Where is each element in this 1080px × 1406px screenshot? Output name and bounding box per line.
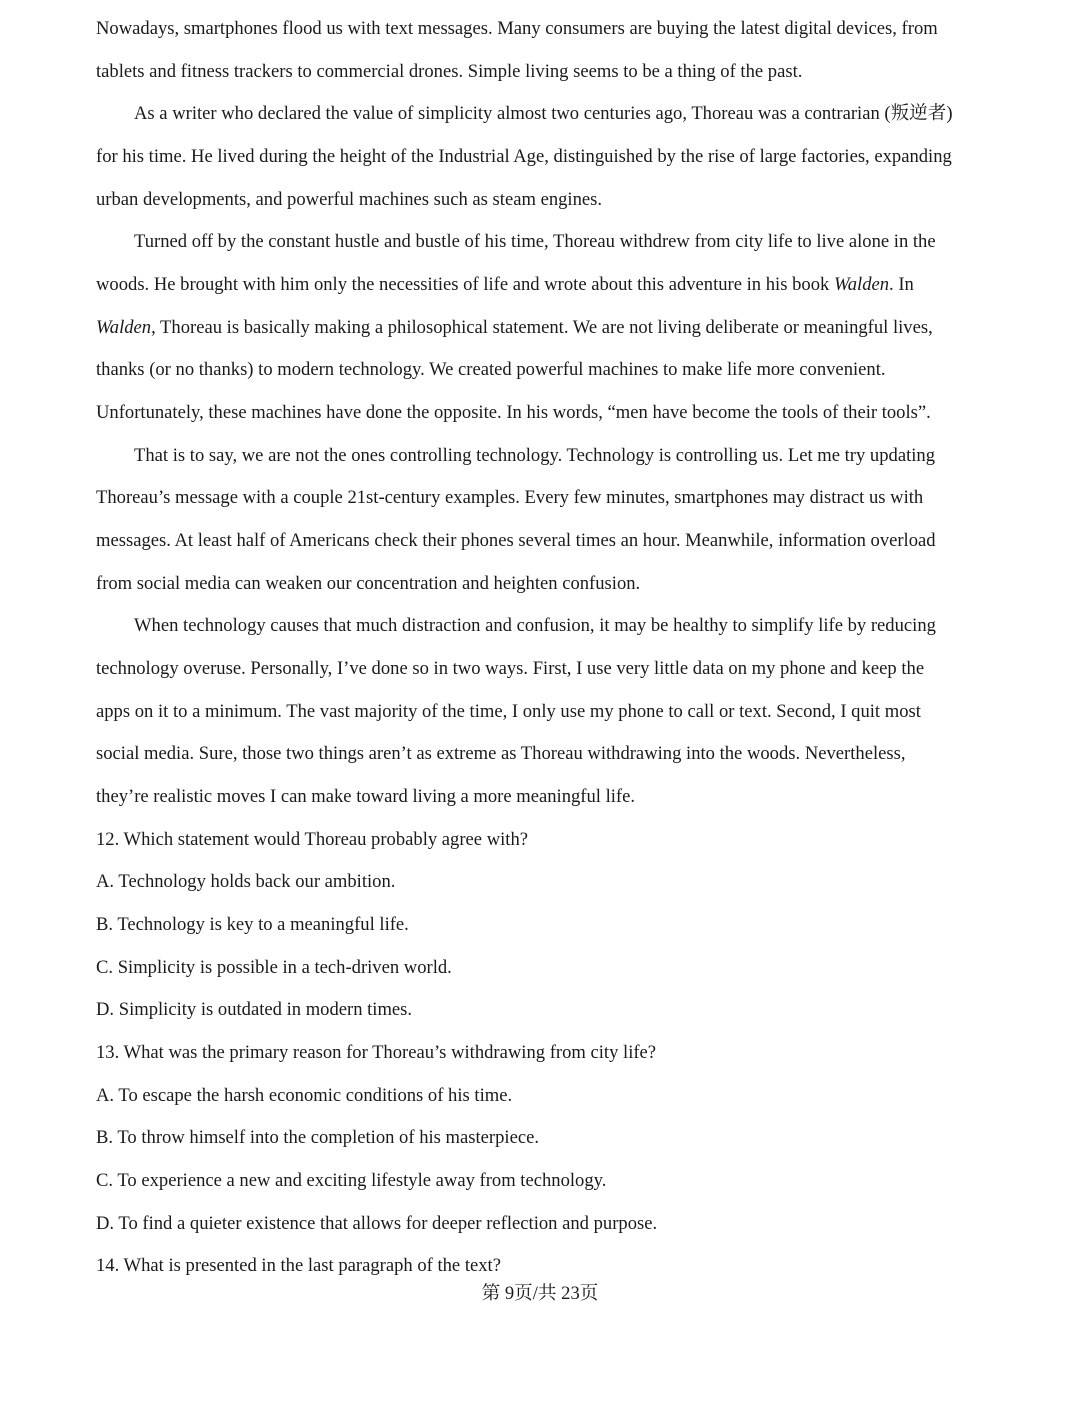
question-13-option-d: D. To find a quieter existence that allows for deeper reflection and purpose.: [96, 1213, 658, 1234]
passage-p5-line1: When technology causes that much distraction and confusion, it may be healthy to simplify life by reducing: [134, 615, 936, 636]
passage-p4-line3: messages. At least half of Americans check their phones several times an hour. Meanwhile, information overload: [96, 530, 936, 551]
passage-p2-line3: urban developments, and powerful machines such as steam engines.: [96, 189, 603, 210]
question-14-stem: 14. What is presented in the last paragraph of the text?: [96, 1255, 501, 1276]
page-number-footer: 第 9页/共 23页: [481, 1283, 599, 1304]
passage-p2-line1: As a writer who declared the value of simplicity almost two centuries ago, Thoreau was a contrarian (叛逆者): [134, 103, 953, 124]
passage-p2-line2: for his time. He lived during the height of the Industrial Age, distinguished by the rise of large factories, expanding: [96, 146, 952, 167]
question-12-option-c: C. Simplicity is possible in a tech-driven world.: [96, 957, 452, 978]
question-13-option-c: C. To experience a new and exciting lifestyle away from technology.: [96, 1170, 607, 1191]
book-title-walden: Walden: [96, 317, 152, 338]
passage-p4-line4: from social media can weaken our concentration and heighten confusion.: [96, 573, 641, 594]
passage-p3-line2: [96, 274, 914, 296]
question-13-option-a: A. To escape the harsh economic conditions of his time.: [96, 1085, 513, 1106]
question-12-option-b: B. Technology is key to a meaningful life.: [96, 914, 409, 935]
passage-p3-line5: Unfortunately, these machines have done the opposite. In his words, “men have become the tools of their tools”.: [96, 402, 931, 423]
passage-p5-line4: social media. Sure, those two things aren’t as extreme as Thoreau withdrawing into the woods. Nevertheless,: [96, 743, 906, 764]
passage-p3-line2-tail: . In: [889, 274, 914, 295]
passage-p3-line3-text: , Thoreau is basically making a philosophical statement. We are not living deliberate or meaningful lives,: [151, 317, 933, 338]
passage-p4-line1: That is to say, we are not the ones controlling technology. Technology is controlling us. Let me try updating: [134, 445, 935, 466]
passage-p5-line3: apps on it to a minimum. The vast majority of the time, I only use my phone to call or text. Second, I quit most: [96, 701, 921, 722]
passage-p5-line2: technology overuse. Personally, I’ve done so in two ways. First, I use very little data on my phone and keep the: [96, 658, 925, 679]
passage-p1-line1: Nowadays, smartphones flood us with text messages. Many consumers are buying the latest digital devices, from: [96, 18, 938, 39]
passage-p5-line5: they’re realistic moves I can make toward living a more meaningful life.: [96, 786, 636, 807]
question-12-option-a: A. Technology holds back our ambition.: [96, 871, 396, 892]
question-13-stem: 13. What was the primary reason for Thoreau’s withdrawing from city life?: [96, 1042, 657, 1063]
passage-p1-line2: tablets and fitness trackers to commercial drones. Simple living seems to be a thing of the past.: [96, 61, 803, 82]
passage-p3-line2-text: woods. He brought with him only the necessities of life and wrote about this adventure in his book: [96, 274, 834, 295]
question-13-option-b: B. To throw himself into the completion of his masterpiece.: [96, 1127, 539, 1148]
question-12-option-d: D. Simplicity is outdated in modern times.: [96, 999, 413, 1020]
passage-p4-line2: Thoreau’s message with a couple 21st-century examples. Every few minutes, smartphones may distract us with: [96, 487, 924, 508]
passage-p3-line4: thanks (or no thanks) to modern technology. We created powerful machines to make life more convenient.: [96, 359, 886, 380]
passage-p3-line3: [96, 317, 933, 339]
book-title-walden: Walden: [833, 274, 890, 295]
passage-p3-line1: Turned off by the constant hustle and bustle of his time, Thoreau withdrew from city life to live alone in the: [134, 231, 936, 252]
question-12-stem: 12. Which statement would Thoreau probably agree with?: [96, 829, 529, 850]
